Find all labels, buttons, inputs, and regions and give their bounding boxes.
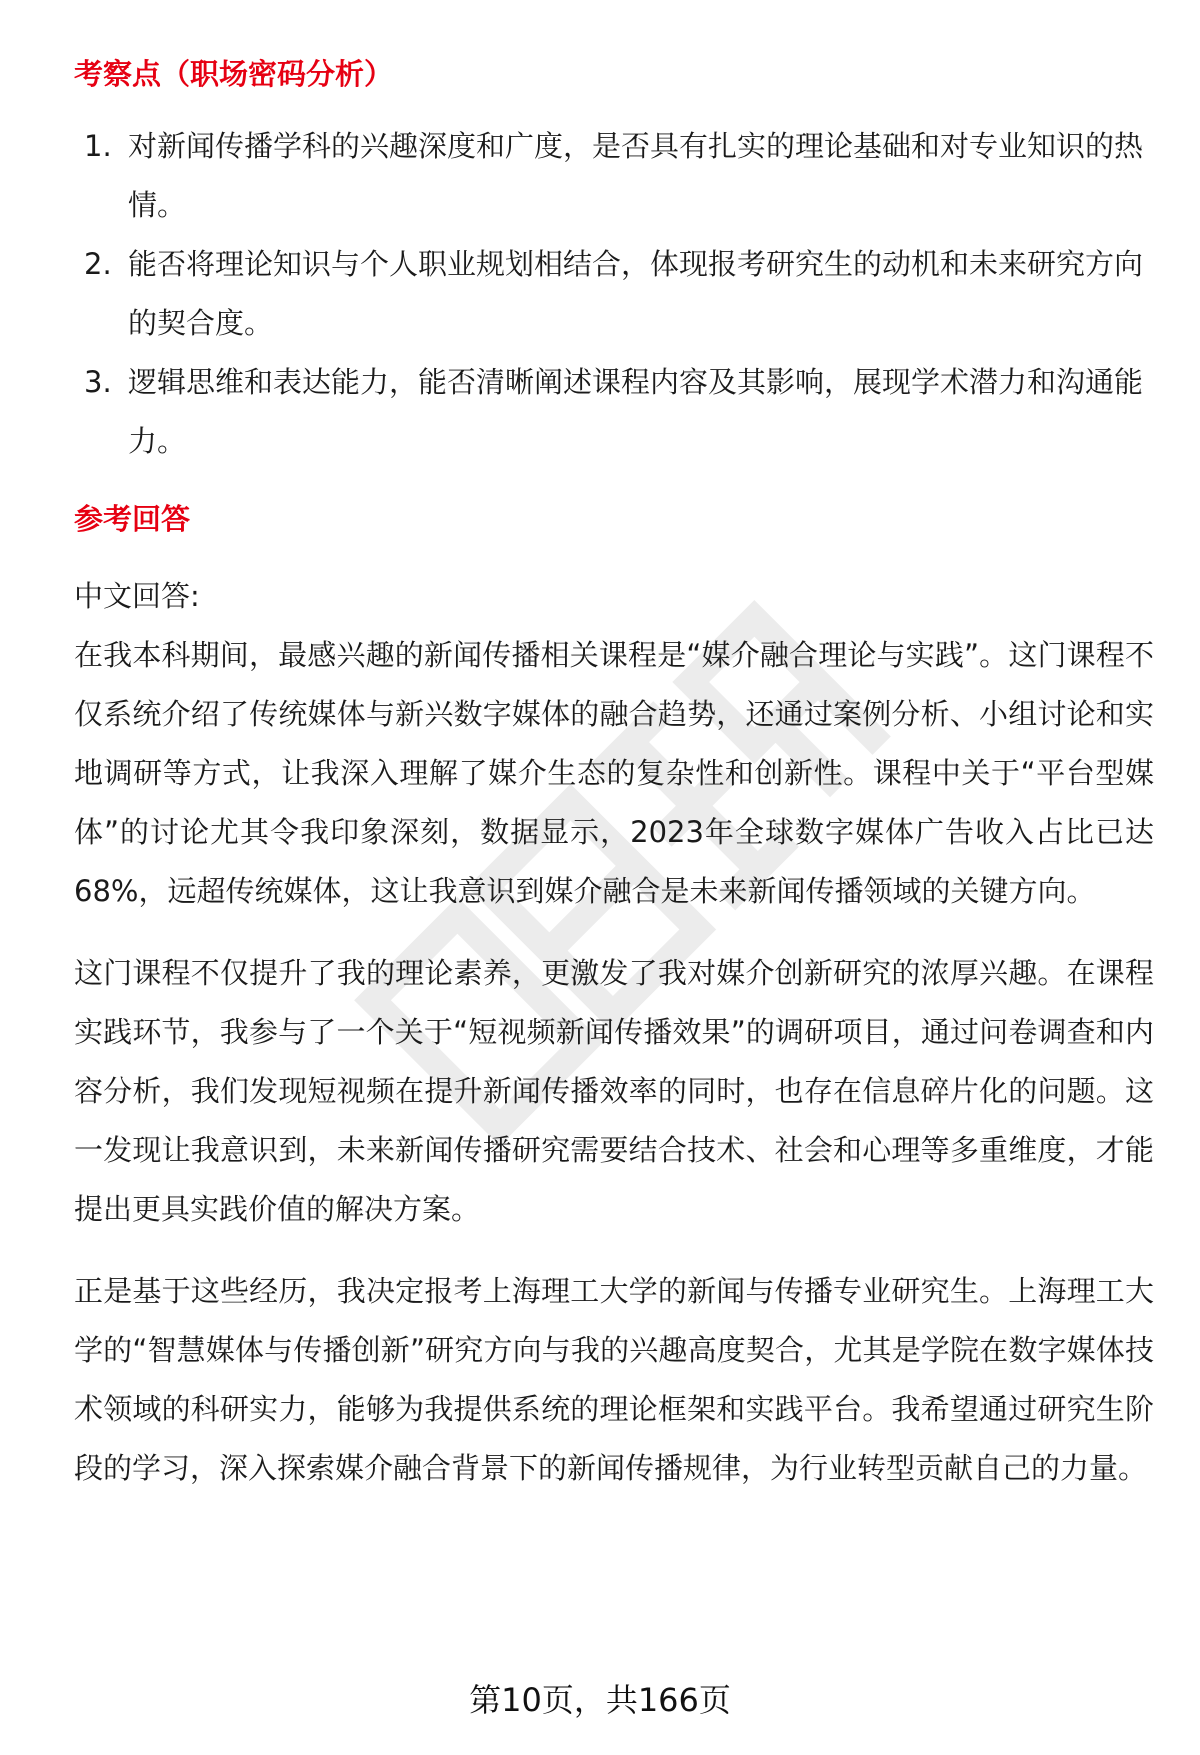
list-item-number: 3. [84, 364, 112, 399]
page-number-indicator: 第10页，共166页 [469, 1681, 731, 1719]
list-item-number: 2. [84, 246, 112, 281]
list-item-number: 1. [84, 128, 112, 163]
list-item [74, 235, 1154, 353]
answer-paragraph: 这门课程不仅提升了我的理论素养，更激发了我对媒介创新研究的浓厚兴趣。在课程实践环节，我参与了一个关于“短视频新闻传播效果”的调研项目，通过问卷调查和内容分析，我们发现短视频在提升新闻传播效率的同时，也存在信息碎片化的问题。这一发现让我意识到，未来新闻传播研究需要结合技术、社会和心理等多重维度，才能提出更具实践价值的解决方案。 [74, 956, 1154, 1227]
list-item-text: 逻辑思维和表达能力，能否清晰阐述课程内容及其影响，展现学术潜力和沟通能力。 [128, 364, 1144, 458]
key-points-heading: 考察点（职场密码分析） [74, 57, 394, 91]
key-points-list [74, 117, 1154, 471]
answer-paragraph: 正是基于这些经历，我决定报考上海理工大学的新闻与传播专业研究生。上海理工大学的“智慧媒体与传播创新”研究方向与我的兴趣高度契合，尤其是学院在数字媒体技术领域的科研实力，能够为我提供系统的理论框架和实践平台。我希望通过研究生阶段的学习，深入探索媒介融合背景下的新闻传播规律，为行业转型贡献自己的力量。 [74, 1274, 1154, 1486]
list-item-text: 对新闻传播学科的兴趣深度和广度，是否具有扎实的理论基础和对专业知识的热情。 [128, 128, 1144, 222]
list-item-text: 能否将理论知识与个人职业规划相结合，体现报考研究生的动机和未来研究方向的契合度。 [128, 246, 1144, 340]
answer-paragraph: 在我本科期间，最感兴趣的新闻传播相关课程是“媒介融合理论与实践”。这门课程不仅系统介绍了传统媒体与新兴数字媒体的融合趋势，还通过案例分析、小组讨论和实地调研等方式，让我深入理解了媒介生态的复杂性和创新性。课程中关于“平台型媒体”的讨论尤其令我印象深刻，数据显示，2023年全球数字媒体广告收入占比已达68%，远超传统媒体，这让我意识到媒介融合是未来新闻传播领域的关键方向。 [74, 638, 1154, 909]
list-item [74, 117, 1154, 235]
answer-language-label: 中文回答: [74, 579, 200, 614]
main-content [74, 54, 1154, 1498]
list-item [74, 353, 1154, 471]
reference-answer-heading: 参考回答 [74, 501, 191, 536]
